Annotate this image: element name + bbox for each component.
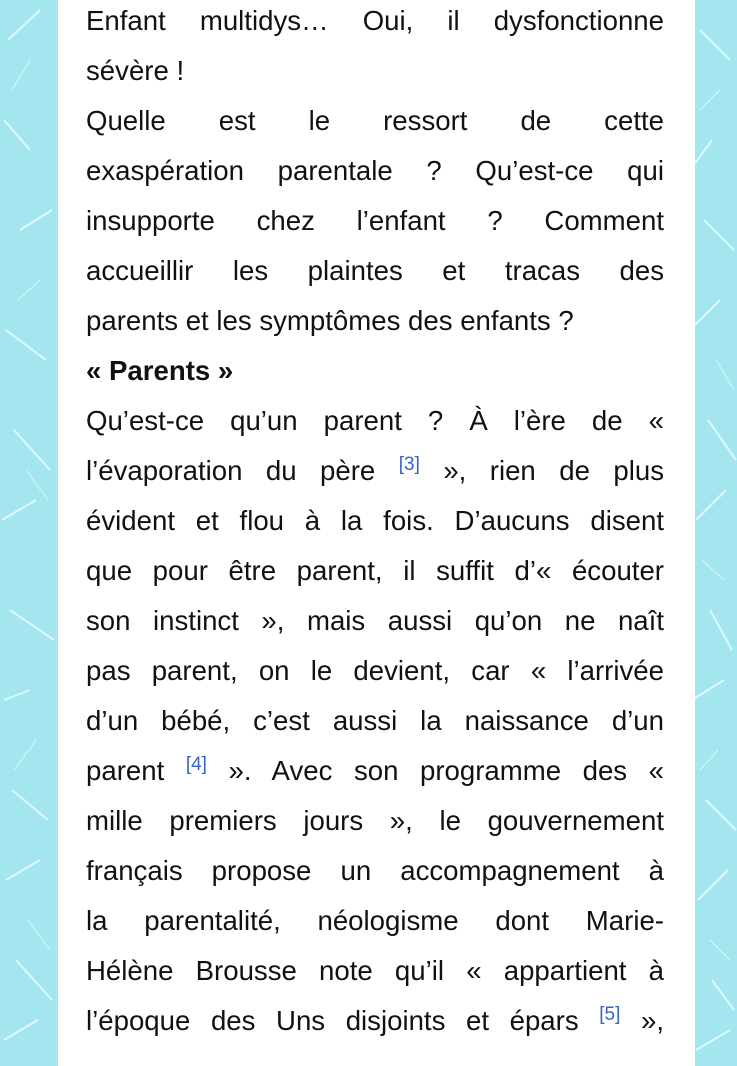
text-fragment: », rien de plus [443,455,664,486]
text-line: Hélène Brousse note qu’il « appartient à [86,955,664,986]
text-line: la parentalité, néologisme dont Marie- [86,905,664,936]
footnote-ref-4[interactable]: [4] [185,754,207,775]
text-fragment: ». Avec son programme des « [228,755,665,786]
text-line: Quelle est le ressort de cette [86,105,664,136]
text-line: d’un bébé, c’est aussi la naissance d’un [86,705,664,736]
text-line: pas parent, on le devient, car « l’arrivée [86,655,664,686]
text-line: que pour être parent, il suffit d’« écouter [86,555,664,586]
article-text [86,0,664,1046]
text-line [86,446,664,496]
text-fragment: parent [86,755,165,786]
text-line: Enfant multidys… Oui, il dysfonctionne [86,5,664,36]
text-line: évident et flou à la fois. D’aucuns disent [86,505,664,536]
text-line: sévère ! [86,55,185,86]
text-fragment: l’évaporation du père [86,455,376,486]
text-line: accueillir les plaintes et tracas des [86,255,664,286]
text-line: son instinct », mais aussi qu’on ne naît [86,605,664,636]
footnote-ref-3[interactable]: [3] [398,454,420,475]
text-line: mille premiers jours », le gouvernement [86,805,664,836]
text-fragment: l’époque des Uns disjoints et épars [86,1005,579,1036]
text-line [86,996,664,1046]
article-column [58,0,695,1066]
text-line: insupporte chez l’enfant ? Comment [86,205,664,236]
text-line: parents et les symptômes des enfants ? [86,305,574,336]
text-line [86,746,664,796]
text-line: français propose un accompagnement à [86,855,664,886]
text-fragment: », [640,1005,664,1036]
section-heading: « Parents » [86,355,234,386]
text-line: exaspération parentale ? Qu’est-ce qui [86,155,664,186]
footnote-ref-5[interactable]: [5] [599,1004,621,1025]
text-line: Qu’est-ce qu’un parent ? À l’ère de « [86,405,664,436]
